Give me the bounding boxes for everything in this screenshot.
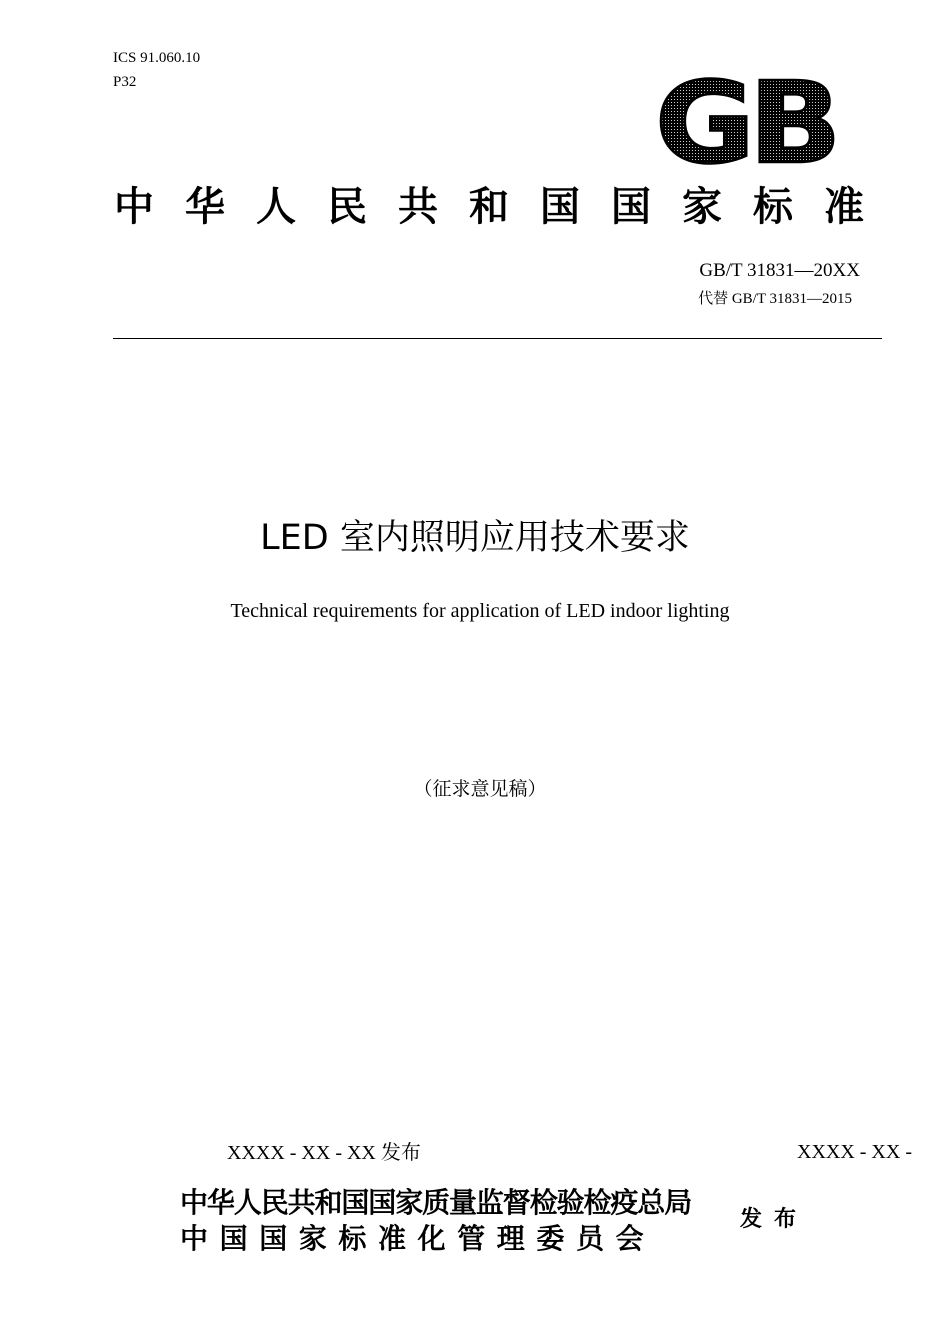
draft-status: （征求意见稿） bbox=[413, 778, 547, 800]
release-date-line bbox=[227, 1140, 421, 1165]
standard-number: GB/T 31831—20XX bbox=[699, 260, 860, 281]
issuer-line-1: 中华人民共和国国家质量监督检验检疫总局 bbox=[180, 1186, 692, 1219]
gb-logo-text: GB bbox=[655, 74, 835, 170]
replaces-standard: 代替 GB/T 31831—2015 bbox=[698, 291, 852, 307]
national-standard-heading: 中华人民共和国国家标准 bbox=[114, 184, 895, 230]
title-chinese: LED 室内照明应用技术要求 bbox=[260, 518, 690, 558]
classification-code: P32 bbox=[113, 74, 137, 90]
publish-label: 发布 bbox=[740, 1207, 809, 1232]
gb-logo bbox=[652, 74, 838, 170]
title-english: Technical requirements for application of LED indoor lighting bbox=[230, 600, 730, 622]
issuer-line-2: 中国国家标准化管理委员会 bbox=[180, 1222, 656, 1255]
ics-code: ICS 91.060.10 bbox=[113, 50, 201, 66]
implementation-date: XXXX - XX - bbox=[797, 1141, 912, 1163]
header-divider bbox=[113, 338, 882, 339]
release-date: XXXX - XX - XX bbox=[227, 1142, 376, 1164]
release-label: 发布 bbox=[380, 1140, 421, 1164]
